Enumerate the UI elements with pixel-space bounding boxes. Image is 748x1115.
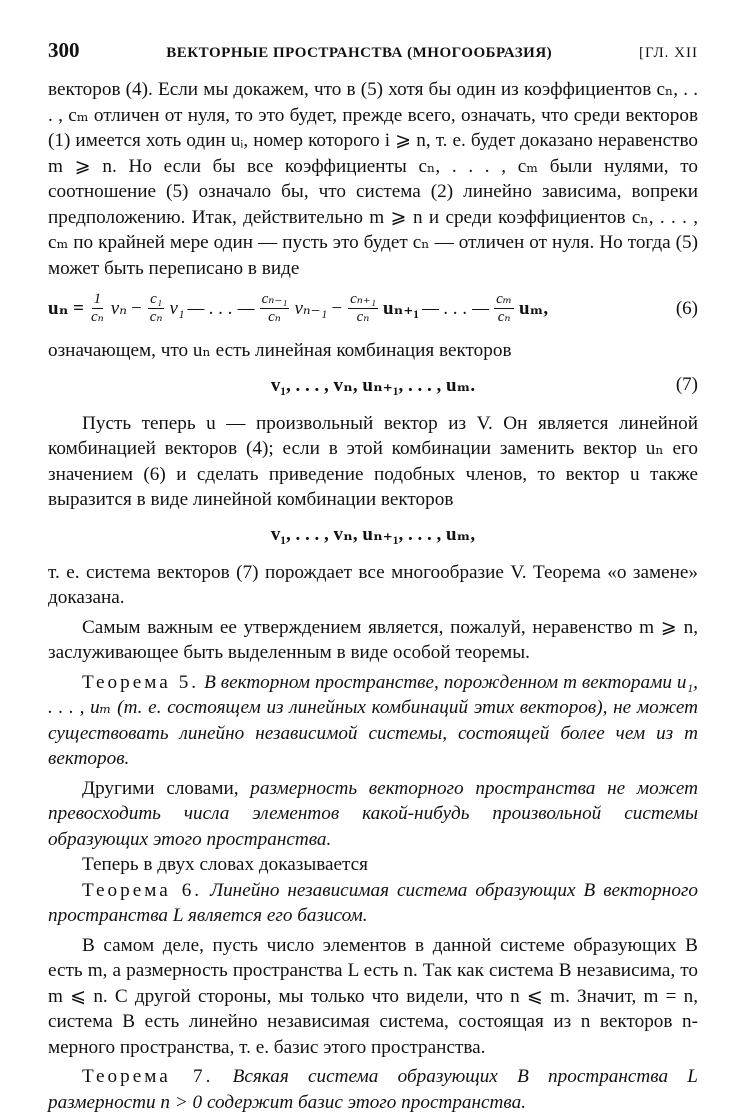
theorem-7 — [48, 1064, 698, 1115]
page-number: 300 — [48, 38, 80, 62]
eq6-frac-5 — [494, 291, 514, 326]
eq6-frac-3-num: cₙ₋₁ — [261, 291, 288, 307]
theorem-7-label: Теорема 7. — [82, 1066, 214, 1087]
paragraph-two-words: Теперь в двух словах доказывается — [82, 854, 369, 875]
eq6-term-3: vₙ₋₁ — [294, 298, 328, 319]
eq6-frac-3 — [260, 291, 290, 326]
eq6-dots-2: — . . . — — [422, 297, 490, 319]
eq6-lhs: uₙ = — [48, 298, 85, 319]
theorem-6-text: Линейно независимая система образующих B векторного пространства L является его базисом. — [48, 879, 698, 926]
eq6-frac-5-num: cₘ — [496, 291, 512, 307]
equation-7-body: v₁, . . . , vₙ, uₙ₊₁, . . . , uₘ. — [270, 374, 476, 396]
eq6-frac-4-den: cₙ — [356, 309, 370, 325]
paragraph-replacement-proved: т. е. система векторов (7) порождает все многообразие V. Теорема «о замене» доказана. — [48, 561, 698, 608]
eq6-term-5: uₘ, — [519, 298, 549, 319]
equation-6-number: (6) — [675, 297, 698, 319]
paragraph-proof-continuation: векторов (4). Если мы докажем, что в (5) хотя бы один из коэффициентов cₙ, . . . , cₘ отличен от нуля, то это будет, прежде всего, означать, что среди векторов (1) имеется хоть один uᵢ, номер которого i ⩾ n, т. е. будет доказано неравенство m ⩾ n. Но если бы все коэффициенты cₙ, . . . , cₘ были нулями, то соотношение (5) означало бы, что система (2) линейно зависима, вопреки предположению. Итак, действительно m ⩾ n и среди коэффициентов cₙ, . . . , cₘ по крайней мере один — пусть это будет cₙ — отличен от нуля. Но тогда (5) может быть переписано в виде — [48, 79, 698, 279]
equation-7 — [48, 374, 698, 397]
theorem-5-label: Теорема 5. — [82, 671, 200, 693]
paragraph-inequality: Самым важным ее утверждением является, пожалуй, неравенство m ⩾ n, заслуживающее быть выделенным в виде особой теоремы. — [48, 616, 698, 663]
paragraph-linear-combination: означающем, что uₙ есть линейная комбинация векторов — [48, 340, 512, 361]
eq6-term-4: uₙ₊₁ — [382, 298, 420, 319]
eq6-dots-1: — . . . — — [187, 297, 255, 319]
eq6-frac-2-den: cₙ — [149, 309, 163, 325]
other-words-lead: Другими словами, — [82, 777, 239, 799]
eq6-frac-1 — [89, 291, 106, 326]
theorem-5 — [48, 670, 698, 772]
paragraph-proof-theorem-6: В самом деле, пусть число элементов в данной системе образующих B есть m, а размерность пространства L есть n. Так как система B независима, то m ⩽ n. С другой стороны, мы только что видели, что n ⩽ m. Значит, m = n, система B есть линейно независимая система, состоящая из n векторов n-мерного пространства, т. е. базис этого пространства. — [48, 934, 698, 1058]
eq6-frac-1-den: cₙ — [91, 309, 104, 325]
chapter-label: [ГЛ. XII — [638, 45, 698, 61]
paragraph-arbitrary-vector: Пусть теперь u — произвольный вектор из V. Он является линейной комбинацией векторов (4); если в этой комбинации заменить вектор uₙ его значением (6) и сделать приведение подобных членов, то вектор u также выразится в виде линейной комбинации векторов — [48, 412, 698, 510]
eq6-minus: − — [129, 297, 143, 319]
running-header — [48, 38, 698, 63]
eq6-minus-2: − — [330, 297, 344, 319]
paragraph-other-words — [48, 776, 698, 853]
theorem-5-text: В векторном пространстве, порожденном m векторами u₁, . . . , uₘ (т. е. состоящем из линейных комбинаций этих векторов), не может существовать линейно независимой системы, состоящей более чем из m векторов. — [48, 671, 698, 769]
eq6-term-1: vₙ — [110, 298, 127, 319]
eq6-frac-4 — [348, 291, 378, 326]
book-page — [48, 38, 698, 1115]
equation-6 — [48, 291, 698, 326]
eq6-frac-2 — [148, 291, 165, 326]
eq6-frac-4-num: cₙ₊₁ — [350, 291, 376, 307]
vector-list-body: v₁, . . . , vₙ, uₙ₊₁, . . . , uₘ, — [270, 523, 476, 545]
theorem-7-text: Всякая система образующих B пространства L размерности n > 0 содержит базис этого пространства. — [48, 1066, 698, 1113]
equation-7-number: (7) — [675, 373, 698, 395]
theorem-6 — [48, 878, 698, 929]
equation-6-body — [48, 291, 548, 326]
equation-vector-list — [48, 523, 698, 546]
eq6-frac-5-den: cₙ — [497, 309, 511, 325]
theorem-6-label: Теорема 6. — [82, 879, 203, 901]
eq6-frac-1-num: 1 — [93, 291, 102, 307]
other-words-text: размерность векторного пространства не может превосходить числа элементов какой-нибудь произвольной системы образующих этого пространства. — [48, 777, 698, 850]
eq6-term-2: v₁ — [169, 297, 185, 319]
eq6-frac-3-den: cₙ — [268, 309, 281, 325]
running-title: ВЕКТОРНЫЕ ПРОСТРАНСТВА (МНОГООБРАЗИЯ) — [166, 45, 553, 61]
eq6-frac-2-num: c₁ — [150, 291, 163, 307]
